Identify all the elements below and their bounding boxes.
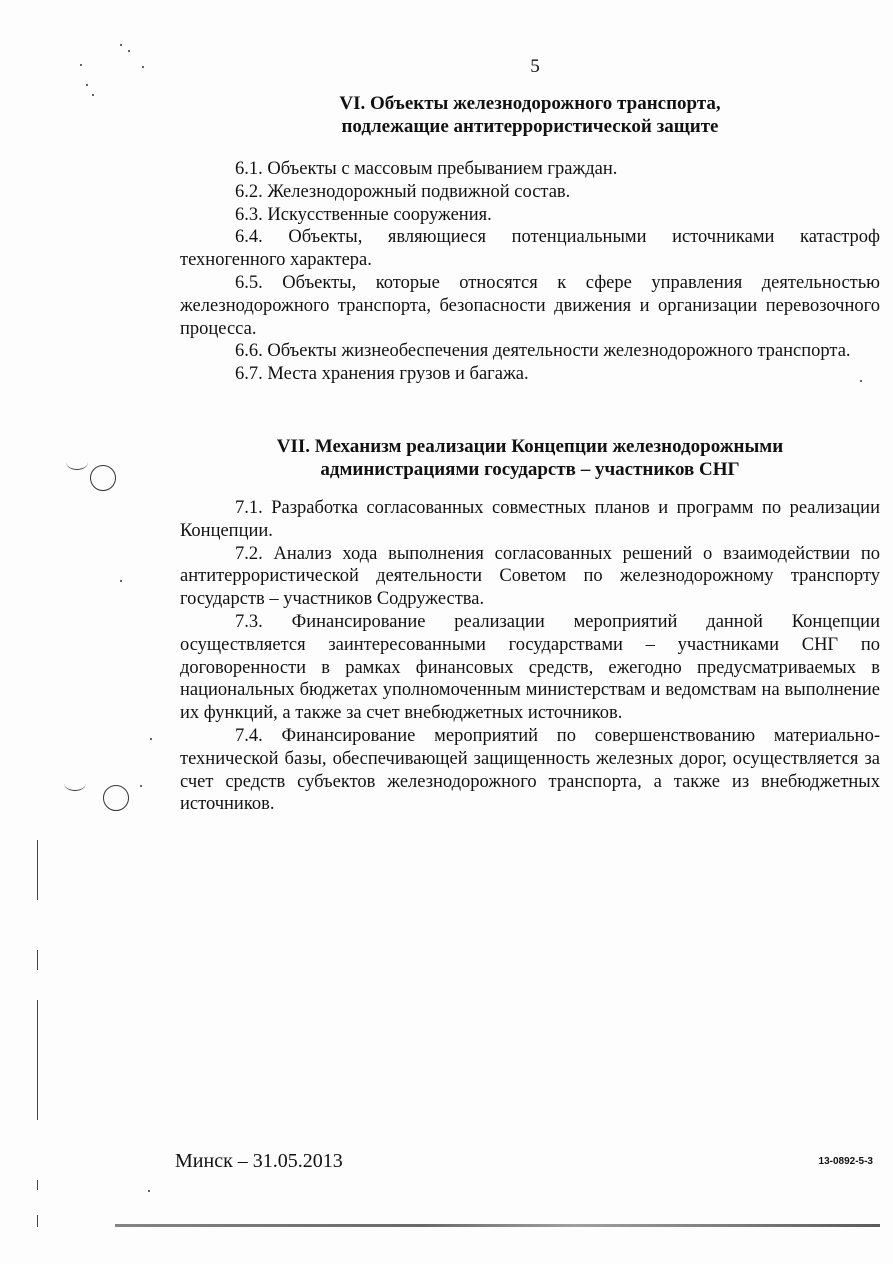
section-6-body xyxy=(180,158,880,386)
section-7-title-line-2: администрациями государств – участников СНГ xyxy=(320,459,740,480)
scan-speck xyxy=(142,66,144,68)
scan-edge-line xyxy=(37,1180,38,1190)
section-6-title-line-2: подлежащие антитеррористической защите xyxy=(341,116,719,137)
paragraph-6-3: 6.3. Искусственные сооружения. xyxy=(235,204,492,225)
scan-speck xyxy=(148,1190,150,1192)
scan-speck xyxy=(80,64,82,66)
scan-speck xyxy=(128,50,130,52)
scan-speck xyxy=(92,94,94,96)
paragraph-6-4: 6.4. Объекты, являющиеся потенциальными источниками катастроф техногенного характера. xyxy=(180,227,880,271)
page-number: 5 xyxy=(530,56,540,77)
scan-speck xyxy=(860,380,862,382)
punch-hole-mark xyxy=(103,785,129,811)
scan-bottom-edge xyxy=(115,1224,880,1227)
scan-speck xyxy=(120,44,122,46)
punch-hole-mark xyxy=(90,465,116,491)
scan-edge-line xyxy=(37,950,38,970)
paragraph-7-3: 7.3. Финансирование реализации мероприятий данной Концепции осуществляется заинтересованными государствами – участниками СНГ по договоренности в рамках финансовых средств, ежегодно предусматриваемых в национальных бюджетах уполномоченным министерствам и ведомствам на выполнение их функций, а также за счет внебюджетных источников. xyxy=(180,611,880,724)
scan-speck xyxy=(150,738,152,740)
section-7-title-line-1: VII. Механизм реализации Концепции железнодорожными xyxy=(276,436,784,457)
scan-speck xyxy=(86,84,88,86)
paragraph-6-5: 6.5. Объекты, которые относятся к сфере управления деятельностью железнодорожного транспорта, безопасности движения и организации перевозочного процесса. xyxy=(180,272,880,339)
paragraph-6-7: 6.7. Места хранения грузов и багажа. xyxy=(235,364,529,385)
section-7-body xyxy=(180,497,880,816)
footer-place-date: Минск – 31.05.2013 xyxy=(175,1150,343,1172)
paragraph-6-2: 6.2. Железнодорожный подвижной состав. xyxy=(235,181,571,202)
scan-edge-line xyxy=(37,1215,38,1227)
scan-edge-line xyxy=(37,840,38,900)
scan-artifact-arc xyxy=(66,455,88,470)
scan-speck xyxy=(120,580,122,582)
scan-speck xyxy=(140,785,142,787)
scan-artifact-arc xyxy=(64,776,86,791)
paragraph-7-2: 7.2. Анализ хода выполнения согласованных решений о взаимодействии по антитеррористической деятельности Советом по железнодорожному транспорту государств – участников Содружества. xyxy=(180,543,880,610)
paragraph-6-1: 6.1. Объекты с массовым пребыванием граждан. xyxy=(235,159,618,179)
paragraph-6-6: 6.6. Объекты жизнеобеспечения деятельности железнодорожного транспорта. xyxy=(235,341,851,362)
paragraph-7-1: 7.1. Разработка согласованных совместных планов и программ по реализации Концепции. xyxy=(180,498,880,541)
section-7-title xyxy=(180,435,880,481)
section-6-title-line-1: VI. Объекты железнодорожного транспорта, xyxy=(339,93,721,114)
scan-edge-line xyxy=(37,1000,38,1120)
paragraph-7-4: 7.4. Финансирование мероприятий по совершенствованию материально-технической базы, обеспечивающей защищенность железных дорог, осуществляется за счет средств субъектов железнодорожного транспорта, а также из внебюджетных источников. xyxy=(180,725,880,815)
section-6-title xyxy=(180,92,880,138)
footer-document-code: 13-0892-5-3 xyxy=(818,1156,873,1167)
